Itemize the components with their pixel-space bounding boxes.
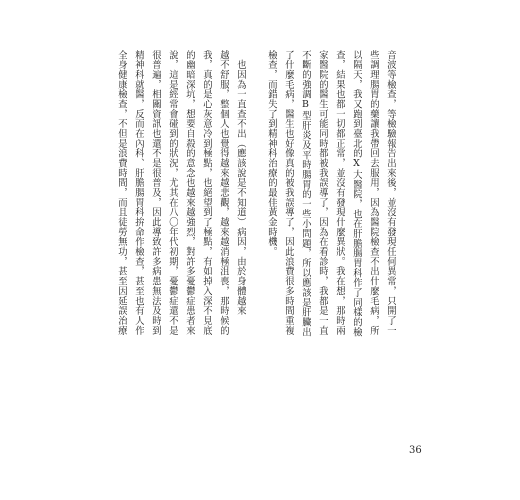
text-column: 檢查，而錯失了到精神科治療的最佳黃金時機。 — [266, 50, 277, 257]
text-column: 了什麼毛病，醫生也好像真的被我誤導了，因此浪費很多時間重複 — [283, 50, 294, 336]
paragraph-gap — [248, 50, 260, 460]
page-number: 36 — [409, 445, 422, 456]
text-column: 我，真的是心灰意冷到極點，也絕望到了極點，有如掉入深不見底 — [201, 50, 212, 336]
text-column: 也因為一直查不出（應該說是不知道）病因，由於身體越來 — [235, 50, 246, 316]
text-column: 以隔天，我又跑到臺北的X大醫院，也在肝膽腸胃科作了同樣的檢 — [351, 50, 362, 337]
text-column: 說，這是經常會碰到的狀況，尤其在八〇年代初期，憂鬱症還不是 — [167, 50, 178, 336]
text-column: 越不舒服，整個人也覺得越來越悲觀，越來越消極沮喪，那時候的 — [218, 50, 229, 336]
text-column: 很普遍，相關資訊也還不是很普及，因此導致許多病患無法及時到 — [150, 50, 161, 336]
text-column: 精神科就醫，反而在內科、肝膽腸胃科拚命作檢查，甚至也有人作 — [133, 50, 144, 336]
text-column: 查，結果也都一切都正常，並沒有發現什麼異狀。我在想，那時兩 — [334, 50, 345, 336]
text-column: 家醫院的醫生可能同時都被我誤導了，因為在看診時，我都是一直 — [317, 50, 328, 336]
text-column: 音波等檢查，等檢驗報告出來後，並沒有發現任何異常，只開了一 — [385, 50, 396, 336]
text-column: 全身健康檢查，不但是浪費時間，而且徒勞無功，甚至因延誤治療 — [116, 50, 127, 336]
text-column: 的幽暗深坑，想要自殺的意念也越來越強烈，對許多憂鬱症患者來 — [184, 50, 195, 336]
text-column: 不斷的強調B型肝炎及平時腸胃的一些小問題，所以應該是肝臟出 — [300, 50, 311, 337]
text-column: 些調理腸胃的藥讓我帶回去服用，因為醫院檢查不出什麼毛病，所 — [368, 50, 379, 336]
